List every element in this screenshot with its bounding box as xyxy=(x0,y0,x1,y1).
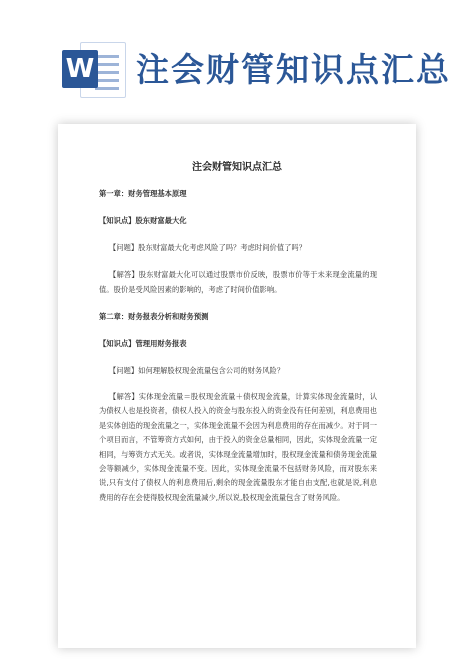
chapter-1-knowledge-point: 【知识点】股东财富最大化 xyxy=(99,216,187,225)
word-badge: W xyxy=(62,50,98,88)
word-document-icon xyxy=(62,40,124,98)
document-page xyxy=(58,124,416,648)
chapter-1-question: 【问题】股东财富最大化考虑风险了吗？考虑时间价值了吗？ xyxy=(109,243,307,252)
banner xyxy=(0,0,474,120)
document-body xyxy=(99,186,377,517)
chapter-1-answer: 【解答】股东财富最大化可以通过股票市价反映，股票市价等于未来现金流量的现值。股价是受风险因素的影响的，考虑了时间价值影响。 xyxy=(99,270,377,294)
banner-title: 注会财管知识点汇总 xyxy=(136,50,451,89)
chapter-2-heading: 第二章：财务报表分析和财务预测 xyxy=(99,312,209,321)
chapter-1-heading: 第一章：财务管理基本原理 xyxy=(99,189,187,198)
chapter-2-question: 【问题】如何理解股权现金流量包含公司的财务风险？ xyxy=(109,366,285,375)
chapter-2-answer: 【解答】实体现金流量＝股权现金流量＋债权现金流量，计算实体现金流量时，认为债权人也是投资者，债权人投入的资金与股东投入的资金没有任何差别，利息费用也是实体创造的现金流量之一，实体现金流量不会因为利息费用的存在而减少。对于同一个项目而言，不管筹资方式如何，由于投入的资金总量相同，因此，实体现金流量一定相同，与筹资方式无关。或者说，实体现金流量增加时，股权现金流量和债务现金流量会等额减少，实体现金流量不变。因此，实体现金流量不包括财务风险，而对股东来说,只有支付了债权人的利息费用后,剩余的现金流量股东才能自由支配,也就是说,利息费用的存在会使得股权现金流量减少,所以说,股权现金流量包含了财务风险。 xyxy=(99,392,377,502)
document-title: 注会财管知识点汇总 xyxy=(192,162,282,173)
chapter-2-knowledge-point: 【知识点】管理用财务报表 xyxy=(99,339,187,348)
